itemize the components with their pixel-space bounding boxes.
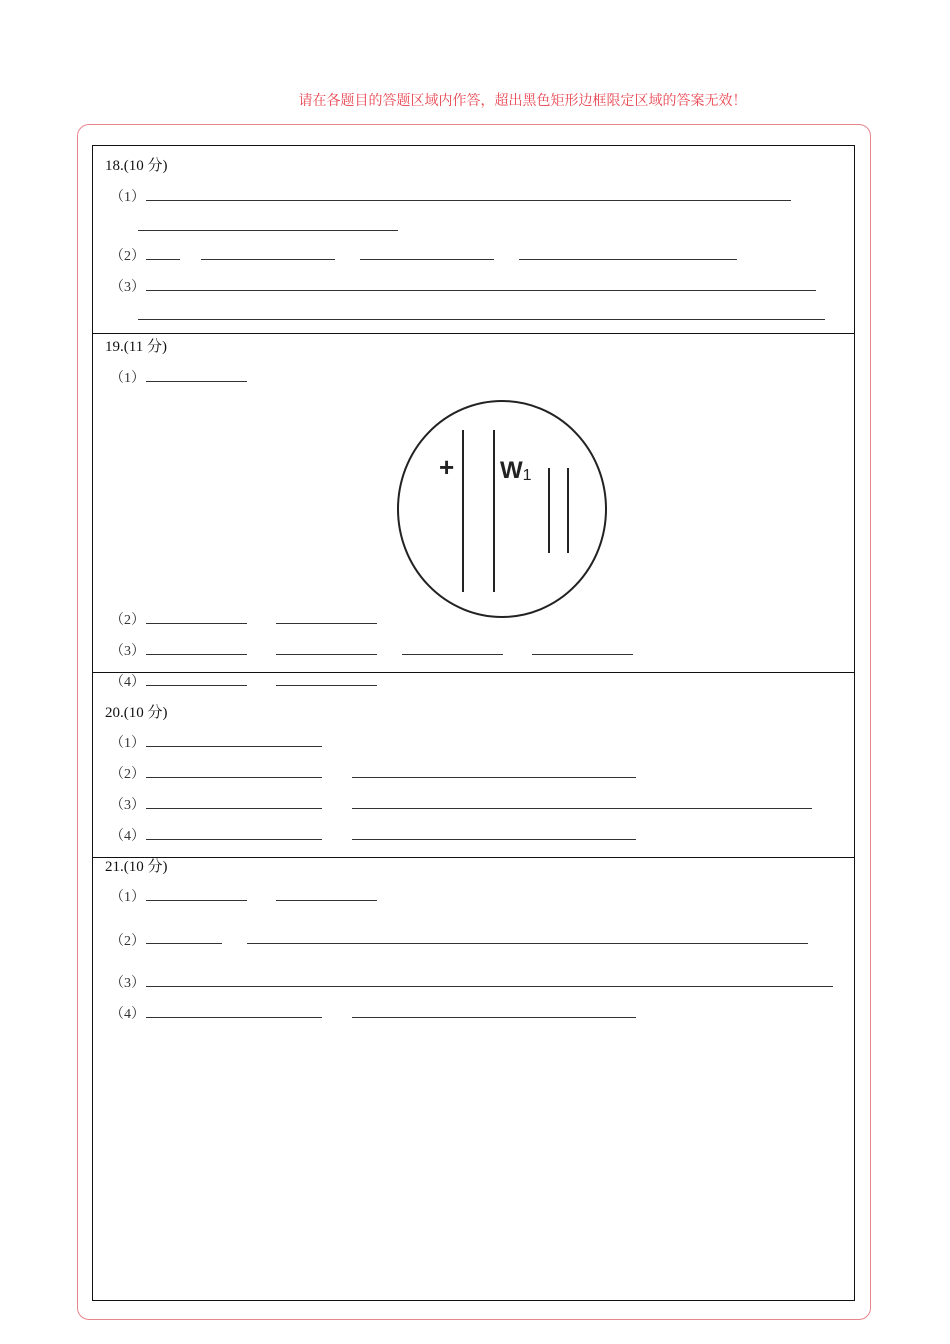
q19-part-2-answer-line-b[interactable]: [276, 623, 377, 624]
q20-part-2-label: （2）: [110, 767, 145, 782]
q19-part-3-answer-line-c[interactable]: [402, 654, 503, 655]
plus-sign-label: +: [439, 452, 455, 482]
q18-part-2-answer-line-a[interactable]: [146, 259, 180, 260]
q21-part-2-answer-line-b[interactable]: [247, 943, 808, 944]
q20-part-1-label: （1）: [110, 736, 145, 751]
q19-part-1-answer-line[interactable]: [146, 381, 247, 382]
q20-part-3-label: （3）: [110, 798, 145, 813]
q19-part-3-answer-line-b[interactable]: [276, 654, 377, 655]
question-21-title: 21.(10 分): [105, 859, 168, 875]
q20-part-2-answer-line-a[interactable]: [146, 777, 322, 778]
answer-area-notice: 请在各题目的答题区域内作答，超出黑色矩形边框限定区域的答案无效！: [298, 94, 747, 109]
w1-label: W1: [500, 457, 532, 484]
q21-part-1-label: （1）: [110, 890, 145, 905]
electrophoresis-figure: [395, 398, 611, 620]
q21-part-4-label: （4）: [110, 1007, 145, 1022]
q18-part-3-answer-line[interactable]: [146, 290, 816, 291]
q21-part-1-answer-line-b[interactable]: [276, 900, 377, 901]
section-divider: [92, 857, 855, 858]
q21-part-3-answer-line[interactable]: [146, 986, 833, 987]
q19-part-2-label: （2）: [110, 613, 145, 628]
question-18-title: 18.(10 分): [105, 158, 168, 174]
section-divider: [92, 672, 855, 673]
q21-part-2-answer-line-a[interactable]: [146, 943, 222, 944]
q21-part-4-answer-line-b[interactable]: [352, 1017, 636, 1018]
q20-part-3-answer-line-b[interactable]: [352, 808, 812, 809]
figure-circle: [398, 401, 606, 617]
q21-part-4-answer-line-a[interactable]: [146, 1017, 322, 1018]
question-19-title: 19.(11 分): [105, 339, 167, 355]
q20-part-1-answer-line[interactable]: [146, 746, 322, 747]
q21-part-1-answer-line-a[interactable]: [146, 900, 247, 901]
q18-part-3-label: （3）: [110, 280, 145, 295]
section-divider: [92, 333, 855, 334]
q19-part-3-answer-line-a[interactable]: [146, 654, 247, 655]
q19-part-3-label: （3）: [110, 644, 145, 659]
q20-part-2-answer-line-b[interactable]: [352, 777, 636, 778]
q19-part-1-label: （1）: [110, 371, 145, 386]
q19-part-3-answer-line-d[interactable]: [532, 654, 633, 655]
q20-part-3-answer-line-a[interactable]: [146, 808, 322, 809]
q18-part-2-answer-line-c[interactable]: [360, 259, 494, 260]
q18-part-1-label: （1）: [110, 190, 145, 205]
q18-part-2-answer-line-b[interactable]: [201, 259, 335, 260]
q21-part-2-label: （2）: [110, 934, 145, 949]
q19-part-2-answer-line-a[interactable]: [146, 623, 247, 624]
q20-part-4-answer-line-a[interactable]: [146, 839, 322, 840]
question-20-title: 20.(10 分): [105, 705, 168, 721]
q19-part-4-answer-line-b[interactable]: [276, 685, 377, 686]
q18-part-1-answer-line-2[interactable]: [138, 230, 398, 231]
q18-part-1-answer-line[interactable]: [146, 200, 791, 201]
q18-part-2-answer-line-d[interactable]: [519, 259, 737, 260]
q18-part-3-answer-line-2[interactable]: [138, 319, 825, 320]
q20-part-4-answer-line-b[interactable]: [352, 839, 636, 840]
q20-part-4-label: （4）: [110, 829, 145, 844]
q19-part-4-label: （4）: [110, 675, 145, 690]
q19-part-4-answer-line-a[interactable]: [146, 685, 247, 686]
q18-part-2-label: （2）: [110, 249, 145, 264]
q21-part-3-label: （3）: [110, 976, 145, 991]
